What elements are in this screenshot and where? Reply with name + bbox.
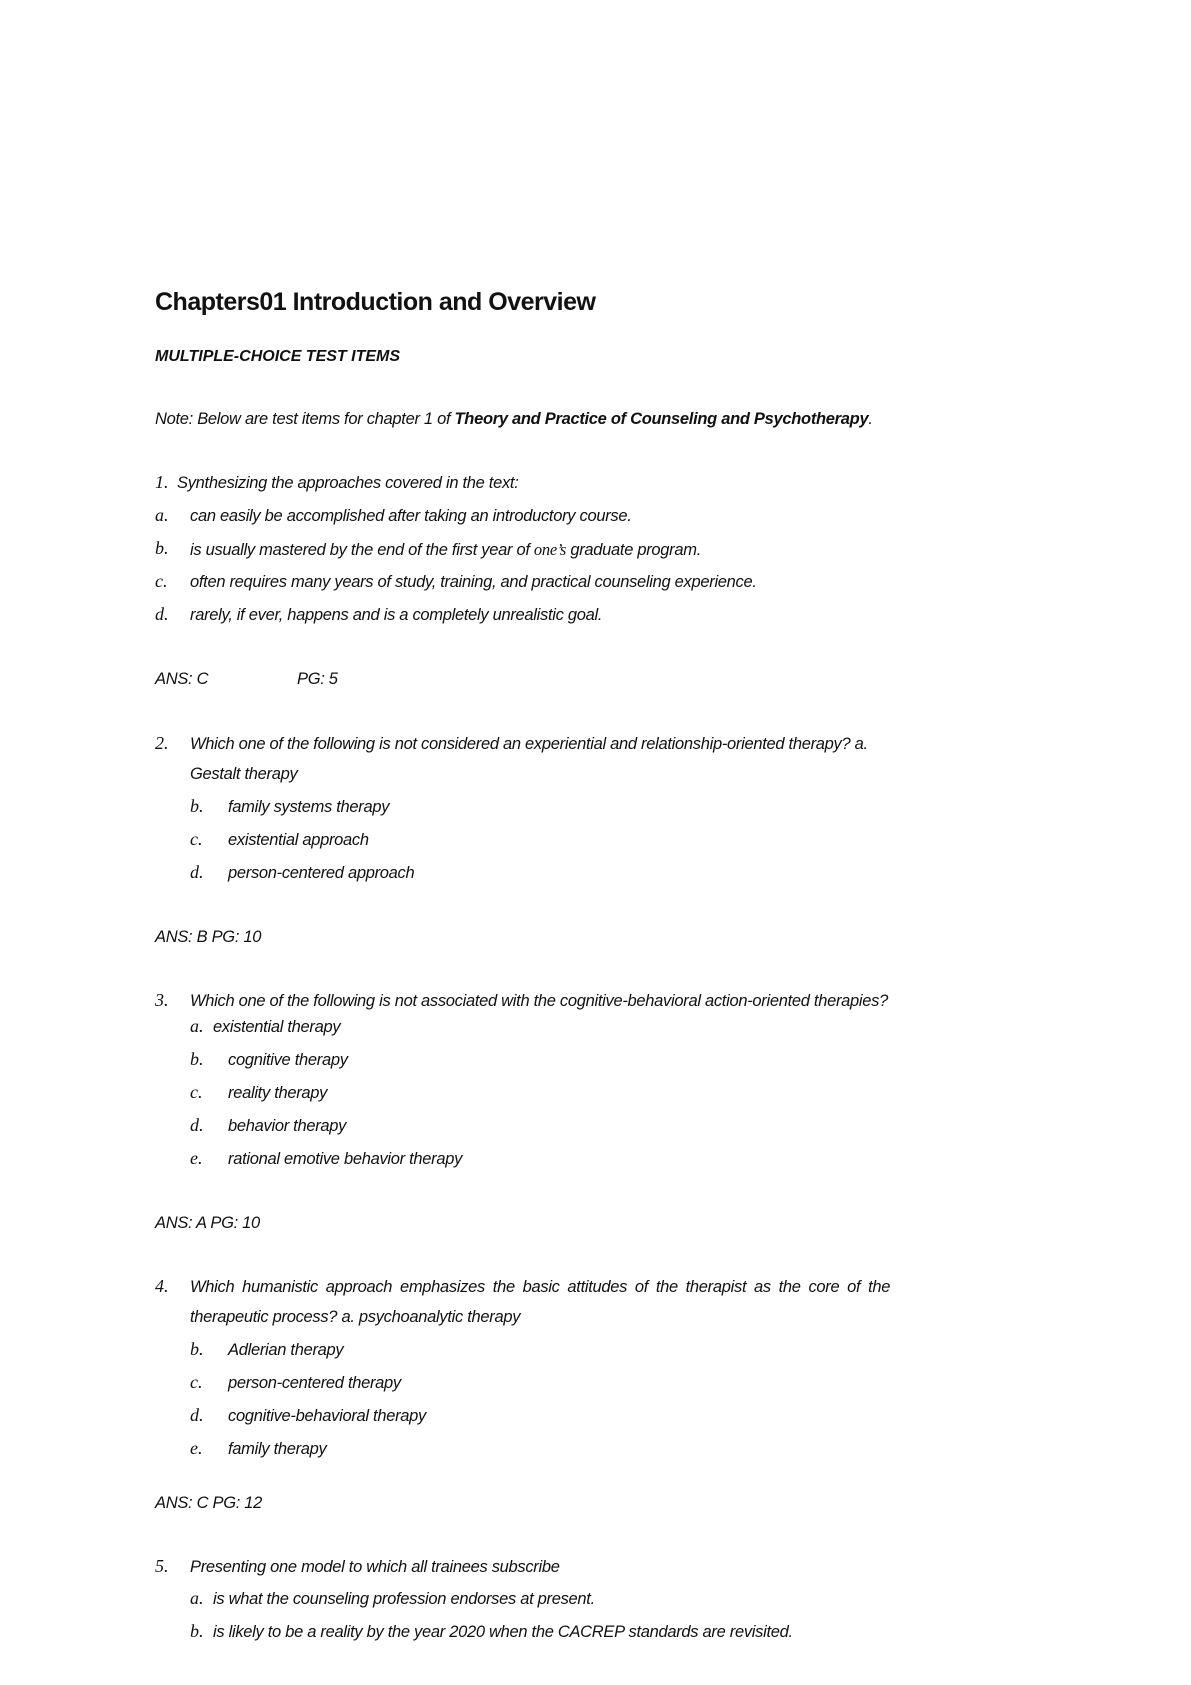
answer-line — [155, 928, 261, 947]
question-stem: Presenting one model to which all trainees subscribe — [190, 1558, 560, 1576]
option-letter: e. — [190, 1438, 203, 1458]
option-letter: d. — [190, 862, 204, 882]
option-letter: d. — [190, 1405, 204, 1425]
option-text: behavior therapy — [228, 1117, 347, 1135]
note-paragraph — [155, 410, 873, 429]
note-prefix: Note: Below are test items for chapter 1 of — [155, 410, 455, 428]
option-letter: c. — [155, 571, 168, 591]
option-text-after: graduate program. — [566, 541, 701, 559]
question-stem: Which one of the following is not considered an experiential and relationship-oriented therapy? a. — [190, 735, 868, 753]
option-text-before: is usually mastered by the end of the first year of — [190, 541, 534, 559]
option-letter: d. — [155, 604, 169, 624]
answer-key: ANS: B PG: 10 — [155, 928, 262, 946]
option-text — [190, 540, 701, 560]
option-text: cognitive-behavioral therapy — [228, 1407, 426, 1425]
question-number: 3. — [155, 990, 169, 1010]
option-letter: a. — [190, 1588, 204, 1608]
option-text: family therapy — [228, 1440, 327, 1458]
option-text: family systems therapy — [228, 798, 390, 816]
question-number: 5. — [155, 1556, 169, 1576]
option-text: rarely, if ever, happens and is a completely unrealistic goal. — [190, 606, 603, 624]
option-text: person-centered approach — [228, 864, 415, 882]
option-text: reality therapy — [228, 1084, 328, 1102]
option-text: is what the counseling profession endorses at present. — [213, 1590, 595, 1608]
question-stem: Which humanistic approach emphasizes the basic attitudes of the therapist as the core of the — [190, 1278, 891, 1296]
section-heading: MULTIPLE-CHOICE TEST ITEMS — [155, 348, 401, 365]
option-text: existential therapy — [213, 1018, 341, 1036]
option-letter: c. — [190, 1082, 203, 1102]
option-text: rational emotive behavior therapy — [228, 1150, 463, 1168]
option-letter: b. — [190, 1339, 204, 1359]
page-reference: PG: 5 — [297, 670, 338, 688]
option-text: Adlerian therapy — [228, 1341, 344, 1359]
option-letter: b. — [190, 1621, 204, 1641]
option-letter: c. — [190, 1372, 203, 1392]
option-letter: b. — [190, 796, 204, 816]
question-number: 1. — [155, 472, 169, 492]
option-serif-word: one’s — [533, 540, 567, 559]
option-text: often requires many years of study, training, and practical counseling experience. — [190, 573, 757, 591]
option-text: person-centered therapy — [228, 1374, 401, 1392]
answer-key: ANS: A PG: 10 — [155, 1214, 260, 1232]
question-stem: Synthesizing the approaches covered in the text: — [177, 474, 519, 492]
option-letter: b. — [190, 1049, 204, 1069]
question-stem-continued: therapeutic process? a. psychoanalytic therapy — [190, 1308, 521, 1326]
page-title: Chapters01 Introduction and Overview — [155, 288, 596, 316]
option-letter: a. — [190, 1016, 204, 1036]
option-text: existential approach — [228, 831, 369, 849]
answer-line — [155, 1214, 260, 1233]
option-letter: c. — [190, 829, 203, 849]
answer-line — [155, 670, 338, 689]
answer-line — [155, 1494, 262, 1513]
option-text: can easily be accomplished after taking an introductory course. — [190, 507, 632, 525]
question-stem-continued: Gestalt therapy — [190, 765, 298, 783]
option-text: is likely to be a reality by the year 2020 when the CACREP standards are revisited. — [213, 1623, 793, 1641]
option-letter: a. — [155, 505, 169, 525]
option-text: cognitive therapy — [228, 1051, 348, 1069]
question-number: 4. — [155, 1276, 169, 1296]
book-title: Theory and Practice of Counseling and Psychotherapy — [454, 410, 869, 428]
note-suffix: . — [868, 410, 873, 428]
option-letter: d. — [190, 1115, 204, 1135]
answer-key: ANS: C PG: 12 — [155, 1494, 263, 1512]
question-number: 2. — [155, 733, 169, 753]
question-stem: Which one of the following is not associated with the cognitive-behavioral action-oriented therapies? — [190, 992, 888, 1010]
answer-key: ANS: C — [155, 670, 209, 688]
option-letter: e. — [190, 1148, 203, 1168]
option-letter: b. — [155, 538, 169, 558]
